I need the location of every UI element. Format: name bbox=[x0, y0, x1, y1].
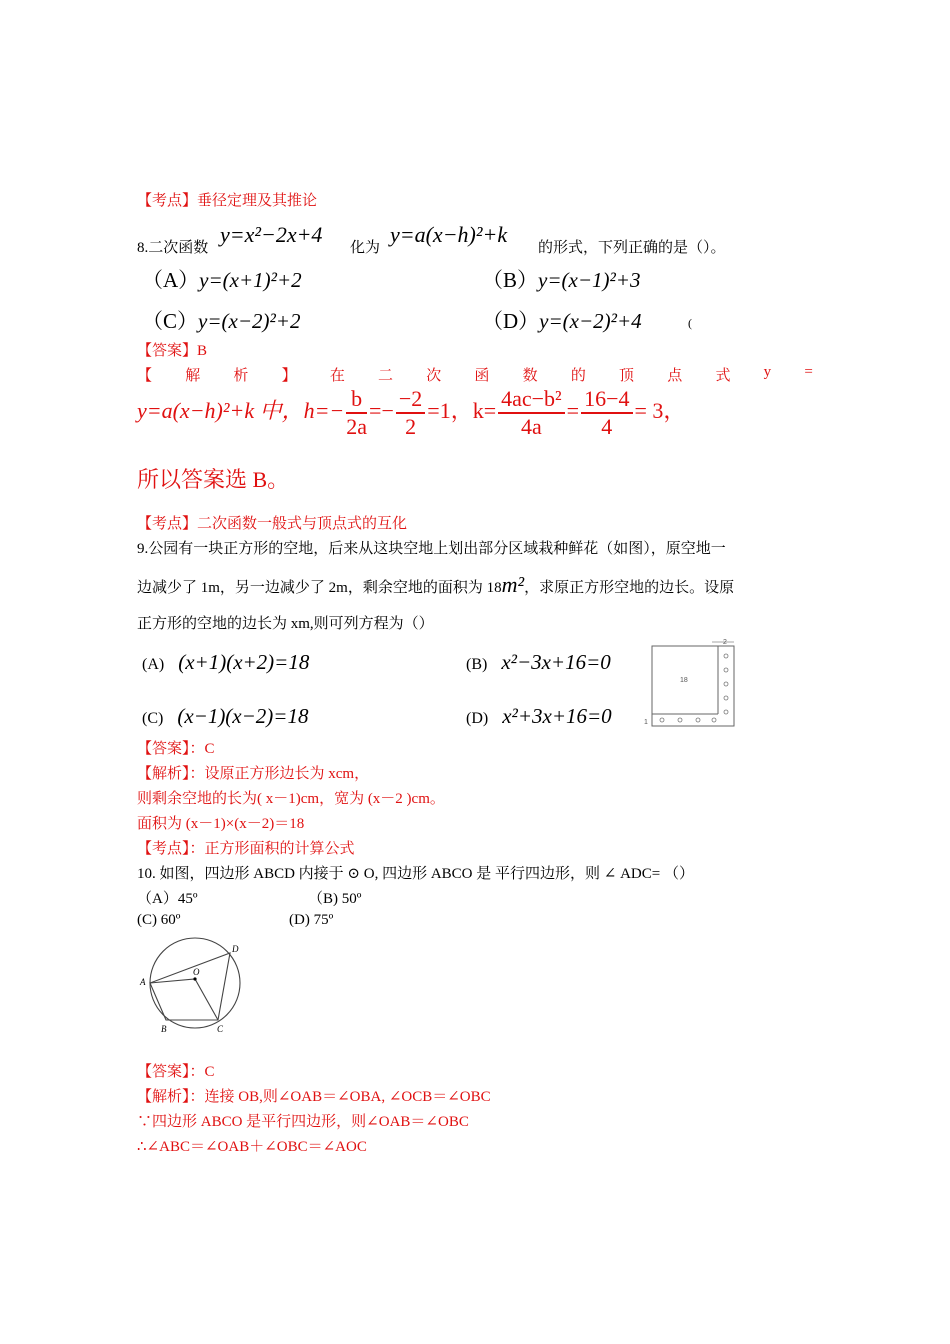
q9-kaodian: 【考点】：正方形面积的计算公式 bbox=[137, 841, 355, 857]
q8-analysis-char: 次 bbox=[426, 368, 442, 384]
q10-label-c: C bbox=[217, 1024, 224, 1034]
q8-eq4: = 3， bbox=[634, 398, 686, 424]
q8-stray-paren: ( bbox=[688, 316, 692, 330]
q8-frac3-num: 4ac−b² bbox=[498, 386, 565, 414]
q8-frac1-num: b bbox=[346, 386, 367, 414]
q10-analysis-2: ∵四边形 ABCO 是平行四边形，则∠OAB＝∠OBC bbox=[137, 1114, 469, 1130]
q9-option-a-expr: (x+1)(x+2)=18 bbox=[178, 650, 310, 674]
q10-circle-figure bbox=[135, 935, 250, 1035]
q9-option-a-label: (A) bbox=[142, 656, 165, 673]
q10-analysis-3: ∴∠ABC＝∠OAB＋∠OBC＝∠AOC bbox=[137, 1139, 367, 1155]
q8-analysis-char: 【 bbox=[137, 368, 153, 384]
q8-analysis-char: 析 bbox=[233, 368, 249, 384]
q8-frac-4ac bbox=[498, 386, 565, 440]
q8-analysis-char: 数 bbox=[522, 368, 538, 384]
q8-frac-b-2a bbox=[346, 386, 367, 440]
q9-answer: 【答案】：C bbox=[137, 741, 215, 757]
q9-area-label: 18 bbox=[680, 677, 688, 684]
q9-option-b-expr: x²−3x+16=0 bbox=[501, 650, 611, 674]
q10-quad-abcd bbox=[150, 953, 230, 1020]
q8-answer: 【答案】B bbox=[137, 343, 208, 359]
q8-frac4-num: 16−4 bbox=[581, 386, 632, 414]
q8-prefix: 8.二次函数 bbox=[137, 240, 209, 256]
q8-option-c-expr: y=(x−2)²+2 bbox=[198, 309, 301, 333]
q10-label-o: O bbox=[193, 967, 200, 977]
q9-line2-b: ，求原正方形空地的边长。设原 bbox=[524, 580, 735, 596]
q8-option-c bbox=[142, 305, 300, 335]
q9-line2 bbox=[137, 572, 734, 598]
q8-formula-lead: y=a(x−h)²+k 中，h=− bbox=[137, 398, 345, 424]
q8-conclusion: 所以答案选 B。 bbox=[137, 467, 290, 492]
q10-center-dot bbox=[193, 977, 196, 980]
q9-line3: 正方形的空地的边长为 xm,则可列方程为（） bbox=[137, 616, 434, 632]
kaodian-previous bbox=[137, 189, 317, 210]
kaodian-bracket: 【考点】 bbox=[137, 193, 198, 209]
q8-analysis-char: 函 bbox=[474, 368, 490, 384]
q8-suffix: 的形式，下列正确的是（）。 bbox=[538, 240, 726, 256]
q8-frac3-den: 4a bbox=[521, 414, 542, 439]
q10-option-a: （A）45º bbox=[137, 891, 198, 907]
q8-eq1: =− bbox=[369, 398, 394, 424]
q9-dim-bottom-label: 1 bbox=[644, 719, 648, 726]
q10-label-d: D bbox=[232, 944, 239, 954]
q8-frac-neg2-2 bbox=[396, 386, 425, 440]
q8-analysis-char: 二 bbox=[378, 368, 394, 384]
q10-line1: 10. 如图，四边形 ABCD 内接于 ⊙ O, 四边形 ABCO 是 平行四边形，则 ∠ ADC= （） bbox=[137, 866, 694, 882]
q8-func2: y=a(x−h)²+k bbox=[390, 222, 508, 247]
q8-analysis-char: 点 bbox=[667, 368, 683, 384]
q8-analysis-char: 的 bbox=[570, 368, 586, 384]
q9-option-b-label: (B) bbox=[466, 656, 488, 673]
q8-frac2-den: 2 bbox=[405, 414, 417, 439]
q9-square-figure bbox=[640, 638, 740, 730]
q8-option-d bbox=[482, 305, 642, 335]
q8-analysis-char: 在 bbox=[329, 368, 345, 384]
q8-analysis-char: 顶 bbox=[619, 368, 635, 384]
q10-option-d: (D) 75º bbox=[289, 912, 334, 928]
q9-analysis-3: 面积为 (x－1)×(x－2)＝18 bbox=[137, 816, 305, 832]
q8-option-b-expr: y=(x−1)²+3 bbox=[538, 268, 641, 292]
q8-kaodian: 【考点】二次函数一般式与顶点式的互化 bbox=[137, 516, 408, 532]
q8-eq3: = bbox=[566, 398, 580, 424]
q8-analysis-char: y bbox=[763, 364, 772, 380]
q8-func1: y=x²−2x+4 bbox=[220, 222, 323, 247]
q10-answer: 【答案】：C bbox=[137, 1064, 215, 1080]
q9-option-b bbox=[466, 650, 611, 675]
q8-mid: 化为 bbox=[350, 240, 381, 256]
q8-analysis-char: = bbox=[804, 364, 813, 380]
q9-line2-a: 边减少了 1m，另一边减少了 2m，剩余空地的面积为 18 bbox=[137, 580, 502, 596]
q9-option-c-expr: (x−1)(x−2)=18 bbox=[177, 704, 309, 728]
q9-option-d-label: (D) bbox=[466, 710, 489, 727]
q8-frac-16-4 bbox=[581, 386, 632, 440]
q8-analysis-char: 解 bbox=[185, 368, 201, 384]
q8-analysis-char: 】 bbox=[281, 368, 297, 384]
q10-label-b: B bbox=[161, 1024, 167, 1034]
q8-option-c-label: （C） bbox=[142, 309, 199, 333]
q10-radii-ao-oc bbox=[150, 979, 218, 1020]
q9-analysis-1: 【解析】：设原正方形边长为 xcm， bbox=[137, 766, 370, 782]
q9-dim-side-label: 2 bbox=[723, 639, 727, 646]
q10-analysis-1: 【解析】：连接 OB,则∠OAB＝∠OBA, ∠OCB＝∠OBC bbox=[137, 1089, 491, 1105]
q8-option-b-label: （B） bbox=[482, 268, 539, 292]
q10-label-a: A bbox=[140, 977, 146, 987]
q8-analysis-char: 式 bbox=[715, 368, 731, 384]
q8-option-a-label: （A） bbox=[142, 268, 200, 292]
q8-analysis-heading bbox=[137, 364, 813, 385]
q10-option-c: (C) 60º bbox=[137, 912, 181, 928]
q8-option-d-expr: y=(x−2)²+4 bbox=[539, 309, 642, 333]
q8-frac1-den: 2a bbox=[346, 414, 368, 439]
q8-frac4-den: 4 bbox=[601, 414, 613, 439]
q8-frac2-num: −2 bbox=[396, 386, 425, 414]
q8-option-a bbox=[142, 264, 302, 294]
q8-option-b bbox=[482, 264, 640, 294]
q8-formula bbox=[137, 386, 685, 440]
q9-option-d-expr: x²+3x+16=0 bbox=[502, 704, 612, 728]
q8-option-a-expr: y=(x+1)²+2 bbox=[199, 268, 302, 292]
q8-eq2: =1，k= bbox=[427, 398, 497, 424]
q9-option-c-label: (C) bbox=[142, 710, 164, 727]
q9-unit: m² bbox=[501, 572, 525, 597]
q10-option-b: （B) 50º bbox=[308, 891, 362, 907]
kaodian-text: 垂径定理及其推论 bbox=[197, 193, 318, 209]
q9-option-a bbox=[142, 650, 309, 675]
q9-option-c bbox=[142, 704, 308, 729]
q9-line1: 9.公园有一块正方形的空地，后来从这块空地上划出部分区域栽种鲜花（如图），原空地一 bbox=[137, 541, 726, 557]
q9-option-d bbox=[466, 704, 612, 729]
q9-analysis-2: 则剩余空地的长为( x－1)cm，宽为 (x－2 )cm。 bbox=[137, 791, 445, 807]
q8-option-d-label: （D） bbox=[482, 309, 540, 333]
